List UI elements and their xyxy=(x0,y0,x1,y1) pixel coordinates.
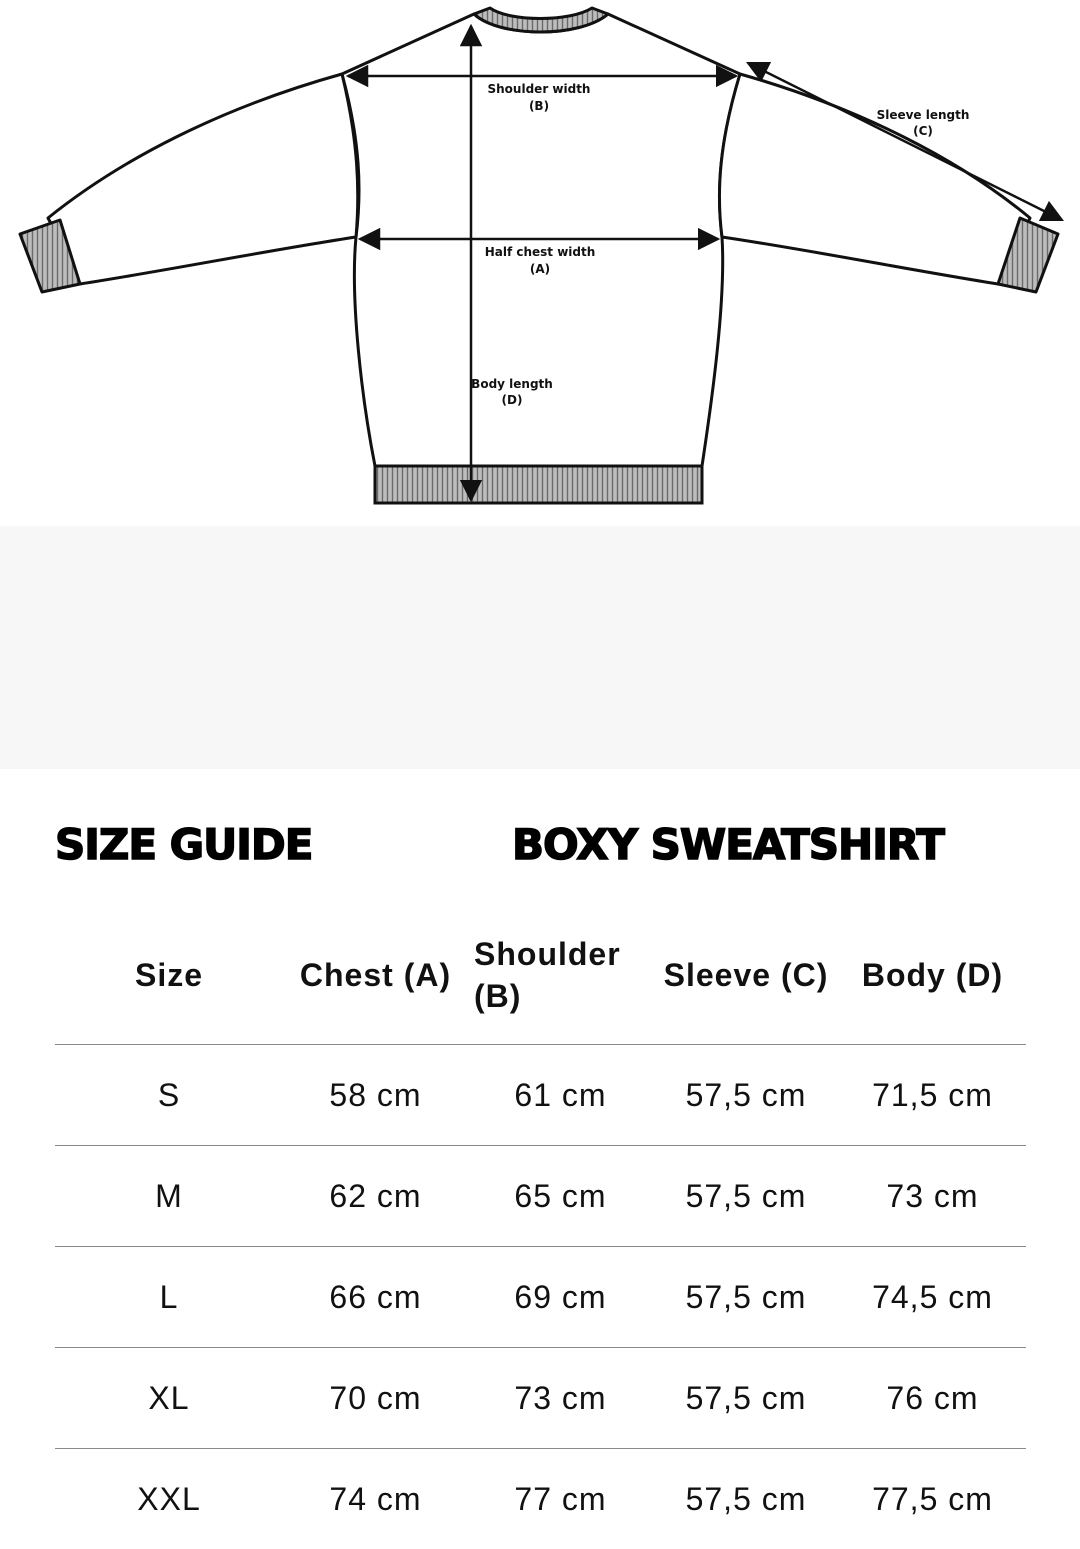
size-chart-table xyxy=(55,905,1026,1549)
header-line: Shoulder xyxy=(474,936,621,972)
half-chest-width-code: (A) xyxy=(530,262,550,276)
table-row xyxy=(55,1045,1026,1146)
cell-shoulder: 65 cm xyxy=(468,1146,653,1247)
header-line: (B) xyxy=(474,978,521,1014)
cell-shoulder: 61 cm xyxy=(468,1045,653,1146)
cell-chest: 70 cm xyxy=(283,1348,468,1449)
shoulder-width-code: (B) xyxy=(529,99,549,113)
cell-body: 77,5 cm xyxy=(839,1449,1026,1549)
cell-sleeve: 57,5 cm xyxy=(653,1045,839,1146)
column-header-chest xyxy=(283,905,468,1045)
left-sleeve-outline xyxy=(48,74,358,284)
cell-sleeve: 57,5 cm xyxy=(653,1348,839,1449)
body-length-label: Body length xyxy=(471,377,553,391)
cell-chest: 62 cm xyxy=(283,1146,468,1247)
column-header-body xyxy=(839,905,1026,1045)
cell-size: XXL xyxy=(55,1449,283,1549)
cell-chest: 74 cm xyxy=(283,1449,468,1549)
table-row xyxy=(55,1247,1026,1348)
cell-size: XL xyxy=(55,1348,283,1449)
cell-sleeve: 57,5 cm xyxy=(653,1247,839,1348)
table-row xyxy=(55,1146,1026,1247)
cell-sleeve: 57,5 cm xyxy=(653,1449,839,1549)
sweatshirt-diagram xyxy=(0,0,1080,526)
half-chest-width-label: Half chest width xyxy=(485,245,596,259)
cell-sleeve: 57,5 cm xyxy=(653,1146,839,1247)
cell-size: S xyxy=(55,1045,283,1146)
product-name-heading: BOXY SWEATSHIRT xyxy=(512,822,944,868)
table-row xyxy=(55,1449,1026,1549)
cell-chest: 66 cm xyxy=(283,1247,468,1348)
cell-size: M xyxy=(55,1146,283,1247)
cell-body: 73 cm xyxy=(839,1146,1026,1247)
cell-chest: 58 cm xyxy=(283,1045,468,1146)
body-length-code: (D) xyxy=(502,393,523,407)
sleeve-length-code: (C) xyxy=(913,124,933,138)
column-header-sleeve xyxy=(653,905,839,1045)
cell-shoulder: 69 cm xyxy=(468,1247,653,1348)
right-sleeve-outline xyxy=(719,74,1030,284)
cell-shoulder: 73 cm xyxy=(468,1348,653,1449)
column-header-size xyxy=(55,905,283,1045)
table-header-row xyxy=(55,905,1026,1045)
sleeve-length-label: Sleeve length xyxy=(877,108,970,122)
column-header-shoulder xyxy=(468,905,653,1045)
cell-size: L xyxy=(55,1247,283,1348)
cell-body: 71,5 cm xyxy=(839,1045,1026,1146)
header-line: Size xyxy=(135,957,203,993)
header-line: Chest (A) xyxy=(300,957,451,993)
sweatshirt-illustration xyxy=(0,0,1080,526)
header-line: Body (D) xyxy=(862,957,1003,993)
table-row xyxy=(55,1348,1026,1449)
cell-body: 76 cm xyxy=(839,1348,1026,1449)
cell-body: 74,5 cm xyxy=(839,1247,1026,1348)
cell-shoulder: 77 cm xyxy=(468,1449,653,1549)
size-guide-heading: SIZE GUIDE xyxy=(55,822,312,868)
shoulder-width-label: Shoulder width xyxy=(488,82,591,96)
waistband-rib xyxy=(375,466,702,503)
header-line: Sleeve (C) xyxy=(664,957,829,993)
image-background-band xyxy=(0,526,1080,769)
